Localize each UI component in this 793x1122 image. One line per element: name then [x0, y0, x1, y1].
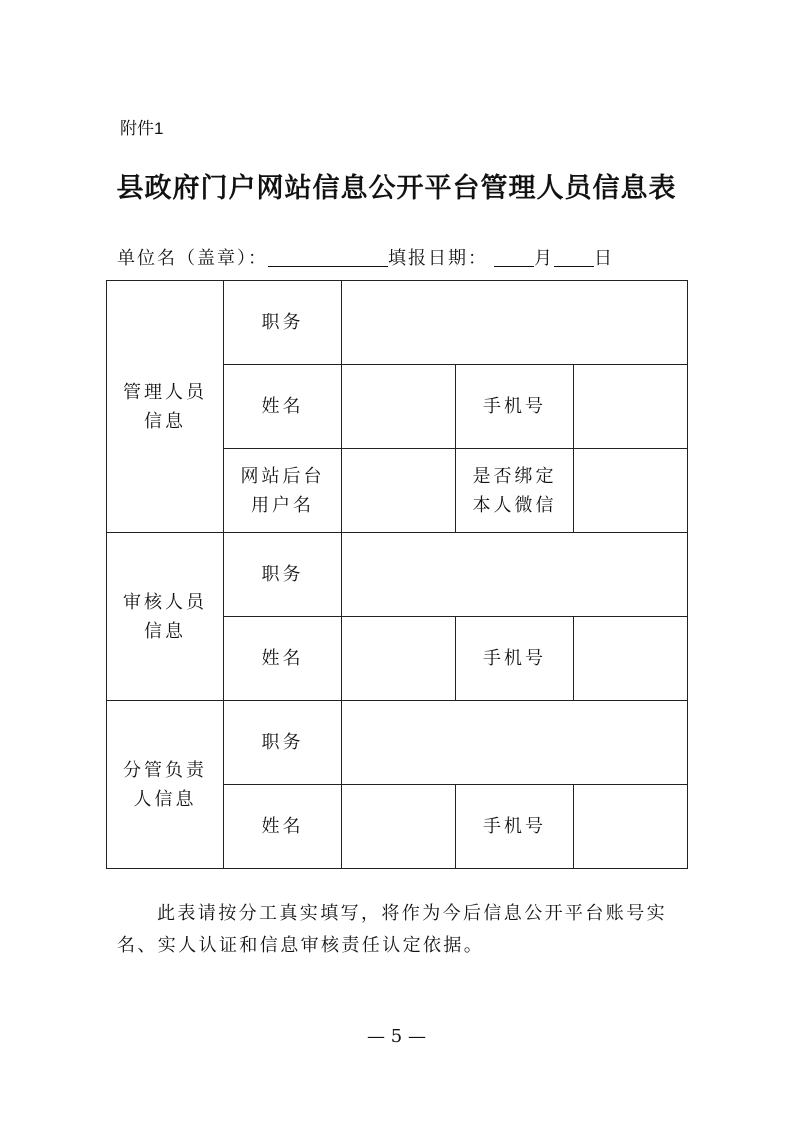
- table-row: [107, 701, 688, 785]
- reviewer-position-cell[interactable]: [342, 533, 688, 617]
- page-number: — 5 —: [367, 1026, 426, 1047]
- unit-label: 单位名（盖章）：: [117, 248, 268, 269]
- backend-username-label: [224, 449, 342, 533]
- page-title: 县政府门户网站信息公开平台管理人员信息表: [116, 173, 677, 204]
- month-label: 月: [534, 248, 554, 269]
- reviewer-phone-label: 手机号: [456, 617, 574, 701]
- manager-name-label: 姓名: [224, 365, 342, 449]
- backend-username-line1: 网站后台: [240, 465, 325, 487]
- manager-position-cell[interactable]: [342, 281, 688, 365]
- table-row: [107, 533, 688, 617]
- manager-section-label: [107, 281, 224, 533]
- wechat-bind-line1: 是否绑定: [472, 465, 557, 487]
- backend-username-line2: 用户名: [251, 494, 314, 516]
- manager-position-label: 职务: [224, 281, 342, 365]
- supervisor-label-line2: 人信息: [133, 788, 197, 810]
- instruction-note: 此表请按分工真实填写，将作为今后信息公开平台账号实名、实人认证和信息审核责任认定依据。: [117, 903, 667, 956]
- wechat-bind-line2: 本人微信: [472, 494, 557, 516]
- wechat-bind-label: [456, 449, 574, 533]
- reviewer-name-label: 姓名: [224, 617, 342, 701]
- day-blank[interactable]: [554, 248, 594, 267]
- month-blank[interactable]: [494, 248, 534, 267]
- unit-blank[interactable]: [268, 248, 388, 267]
- attachment-label: 附件1: [120, 119, 164, 138]
- manager-phone-cell[interactable]: [574, 365, 688, 449]
- manager-name-cell[interactable]: [342, 365, 456, 449]
- wechat-bind-cell[interactable]: [574, 449, 688, 533]
- day-label: 日: [594, 248, 614, 269]
- reviewer-name-cell[interactable]: [342, 617, 456, 701]
- reviewer-section-label: [107, 533, 224, 701]
- reviewer-position-label: 职务: [224, 533, 342, 617]
- reviewer-label-line1: 审核人员: [123, 591, 207, 613]
- supervisor-phone-cell[interactable]: [574, 785, 688, 869]
- supervisor-name-label: 姓名: [224, 785, 342, 869]
- personnel-info-table: [106, 280, 688, 869]
- reviewer-phone-cell[interactable]: [574, 617, 688, 701]
- manager-label-line1: 管理人员: [123, 381, 207, 403]
- form-meta-line: [117, 244, 614, 270]
- supervisor-label-line1: 分管负责: [123, 759, 207, 781]
- supervisor-position-cell[interactable]: [342, 701, 688, 785]
- manager-label-line2: 信息: [144, 410, 186, 432]
- supervisor-phone-label: 手机号: [456, 785, 574, 869]
- supervisor-position-label: 职务: [224, 701, 342, 785]
- date-label: 填报日期：: [388, 248, 488, 269]
- supervisor-section-label: [107, 701, 224, 869]
- table-row: [107, 281, 688, 365]
- backend-username-cell[interactable]: [342, 449, 456, 533]
- reviewer-label-line2: 信息: [144, 620, 186, 642]
- supervisor-name-cell[interactable]: [342, 785, 456, 869]
- manager-phone-label: 手机号: [456, 365, 574, 449]
